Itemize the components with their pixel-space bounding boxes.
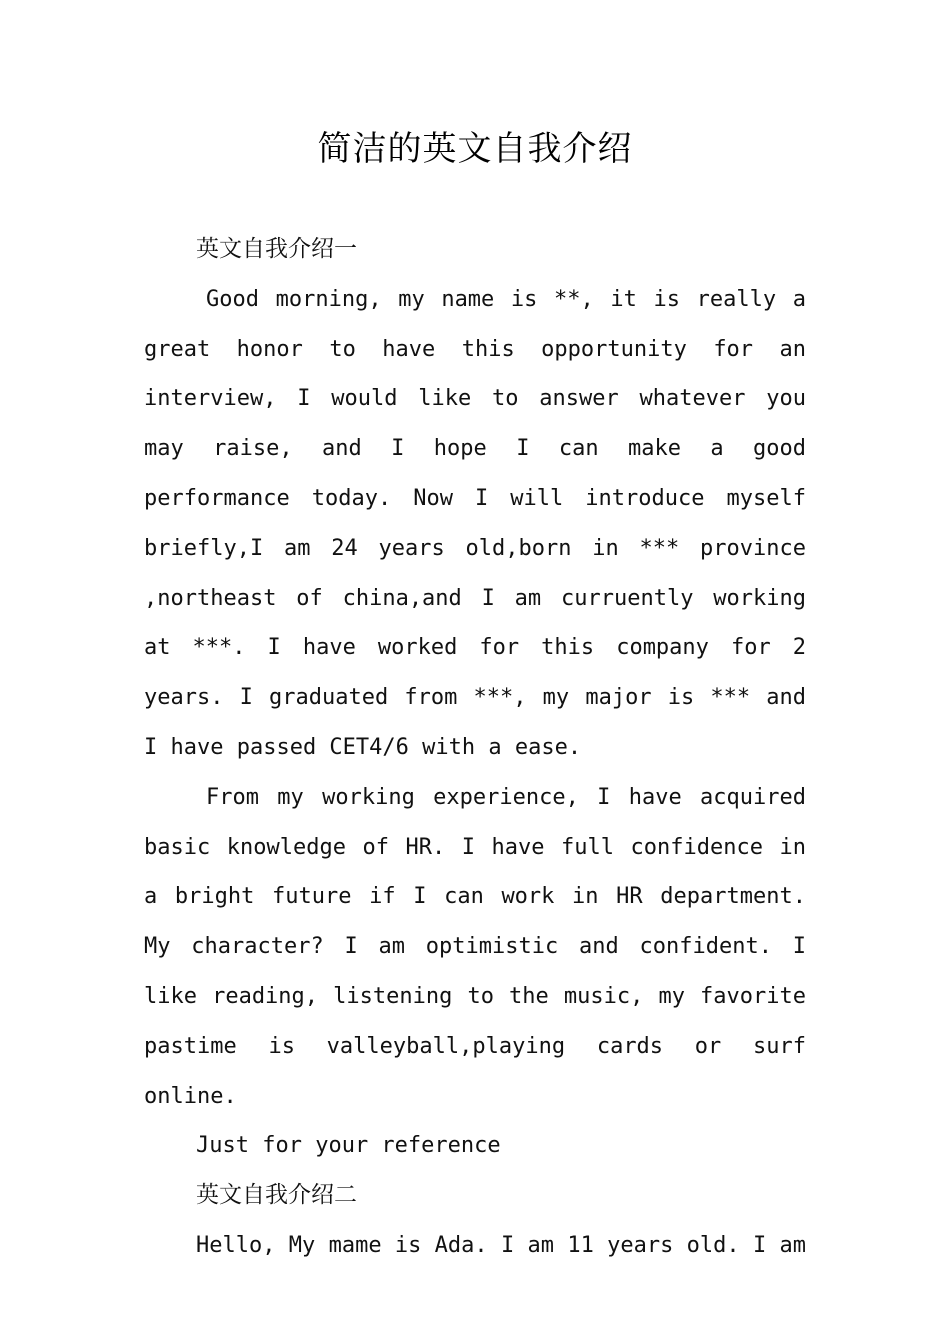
- document-body: [144, 225, 806, 1271]
- reference-note: Just for your reference: [196, 1133, 501, 1159]
- paragraph: From my working experience, I have acquired basic knowledge of HR. I have full confidence in a bright future if I can work in HR department. My character? I am optimistic and confident. I like reading, listening to the music, my favorite pastime is valleyball,playing cards or surf online.: [144, 784, 806, 1109]
- section-heading: 英文自我介绍一: [196, 236, 357, 262]
- paragraph: Good morning, my name is **, it is really a great honor to have this opportunity for an interview, I would like to answer whatever you may raise, and I hope I can make a good performance today. Now I will introduce myself briefly,I am 24 years old,born in *** province ,northeast of china,and I am curruently working at ***. I have worked for this company for 2 years. I graduated from ***, my major is *** and I have passed CET4/6 with a ease.: [144, 286, 806, 760]
- paragraph: Hello, My mame is Ada. I am 11 years old. I am: [196, 1232, 806, 1258]
- section-heading: 英文自我介绍二: [196, 1182, 357, 1209]
- document-title: 简洁的英文自我介绍: [317, 129, 633, 169]
